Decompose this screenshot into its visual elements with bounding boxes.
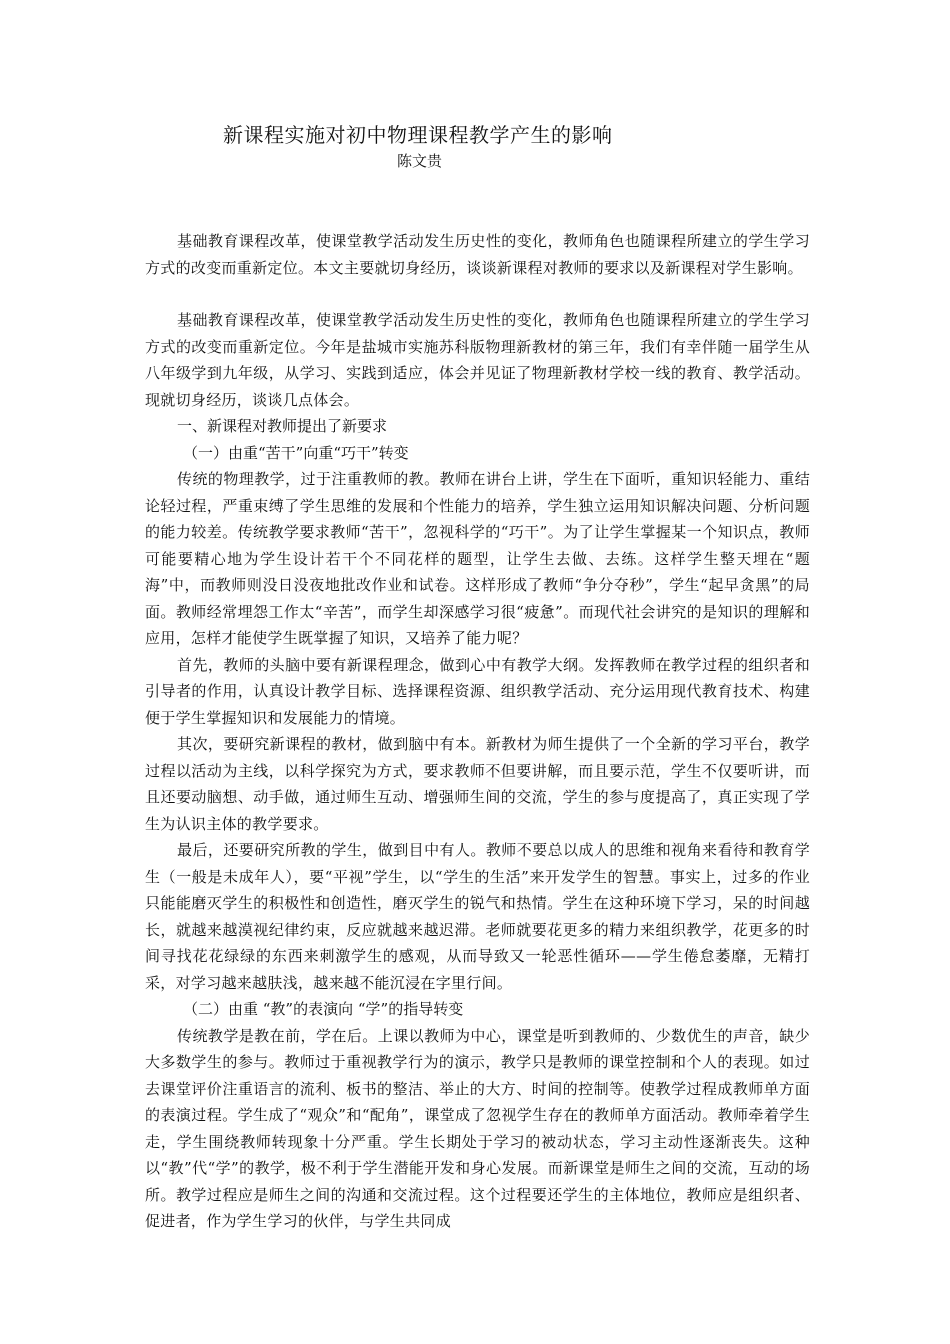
spacer xyxy=(145,172,810,228)
body-paragraph: 传统教学是教在前，学在后。上课以教师为中心，课堂是听到教师的、少数优生的声音，缺少大多数学生的参与。教师过于重视教学行为的演示，教学只是教师的课堂控制和个人的表现。如过去课堂评价注重语言的流利、板书的整洁、举止的大方、时间的控制等。使教学过程成教师单方面的表演过程。学生成了“观众”和“配角”，课堂成了忽视学生存在的教师单方面活动。教师牵着学生走，学生围绕教师转现象十分严重。学生长期处于学习的被动状态，学习主动性逐渐丧失。这种以“教”代“学”的教学，极不利于学生潜能开发和身心发展。而新课堂是师生之间的交流，互动的场所。教学过程应是师生之间的沟通和交流过程。这个过程要还学生的主体地位，教师应是组织者、促进者，作为学生学习的伙伴，与学生共同成 xyxy=(145,1026,810,1230)
abstract-paragraph: 基础教育课程改革，使课堂教学活动发生历史性的变化，教师角色也随课程所建立的学生学习方式的改变而重新定位。本文主要就切身经历，谈谈新课程对教师的要求以及新课程对学生影响。 xyxy=(145,232,810,277)
spacer xyxy=(145,281,810,307)
body-paragraph: 首先，教师的头脑中要有新课程理念，做到心中有教学大纲。发挥教师在教学过程的组织者和引导者的作用，认真设计教学目标、选择课程资源、组织教学活动、充分运用现代教育技术、构建便于学生掌握知识和发展能力的情境。 xyxy=(145,655,810,727)
body-paragraph: 其次，要研究新课程的教材，做到脑中有本。新教材为师生提供了一个全新的学习平台，教学过程以活动为主线，以科学探究为方式，要求教师不但要讲解，而且要示范，学生不仅要听讲，而且还要动脑想、动手做，通过师生互动、增强师生间的交流，学生的参与度提高了，真正实现了学生为认识主体的教学要求。 xyxy=(145,735,810,833)
body-paragraph: 最后，还要研究所教的学生，做到目中有人。教师不要总以成人的思维和视角来看待和教育学生（一般是未成年人），要“平视”学生，以“学生的生活”来开发学生的智慧。事实上，过多的作业只能能磨灭学生的积极性和创造性，磨灭学生的锐气和热情。学生在这种环境下学习，呆的时间越长，就越来越漠视纪律约束，反应就越来越迟滞。老师就要花更多的精力来组织教学，花更多的时间寻找花花绿绿的东西来刺激学生的感观，从而导致又一轮恶性循环——学生倦怠萎靡，无精打采，对学习越来越肤浅，越来越不能沉浸在字里行间。 xyxy=(145,841,810,992)
subsection-heading: （一）由重“苦干”向重“巧干”转变 xyxy=(183,443,409,462)
author-name: 陈文贵 xyxy=(397,152,443,170)
subsection-heading: （二）由重 “教”的表演向 “学”的指导转变 xyxy=(183,1000,464,1018)
intro-paragraph: 基础教育课程改革，使课堂教学活动发生历史性的变化，教师角色也随课程所建立的学生学习方式的改变而重新定位。今年是盐城市实施苏科版物理新教材的第三年，我们有幸伴随一届学生从八年级学到九年级，从学习、实践到适应，体会并见证了物理新教材学校一线的教育、教学活动。现就切身经历，谈谈几点体会。 xyxy=(145,311,810,409)
section-heading: 一、新课程对教师提出了新要求 xyxy=(177,417,388,435)
document-title: 新课程实施对初中物理课程教学产生的影响 xyxy=(223,123,613,147)
body-paragraph: 传统的物理教学，过于注重教师的教。教师在讲台上讲，学生在下面听，重知识轻能力、重结论轻过程，严重束缚了学生思维的发展和个性能力的培养，学生独立运用知识解决问题、分析问题的能力较差。传统教学要求教师“苦干”，忽视科学的“巧干”。为了让学生掌握某一个知识点，教师可能要精心地为学生设计若干个不同花样的题型，让学生去做、去练。这样学生整天埋在“题海”中，而教师则没日没夜地批改作业和试卷。这样形成了教师“争分夺秒”，学生“起早贪黑”的局面。教师经常埋怨工作太“辛苦”，而学生却深感学习很“疲惫”。而现代社会讲究的是知识的理解和应用，怎样才能使学生既掌握了知识，又培养了能力呢？ xyxy=(145,470,810,647)
document-page xyxy=(145,120,810,1235)
